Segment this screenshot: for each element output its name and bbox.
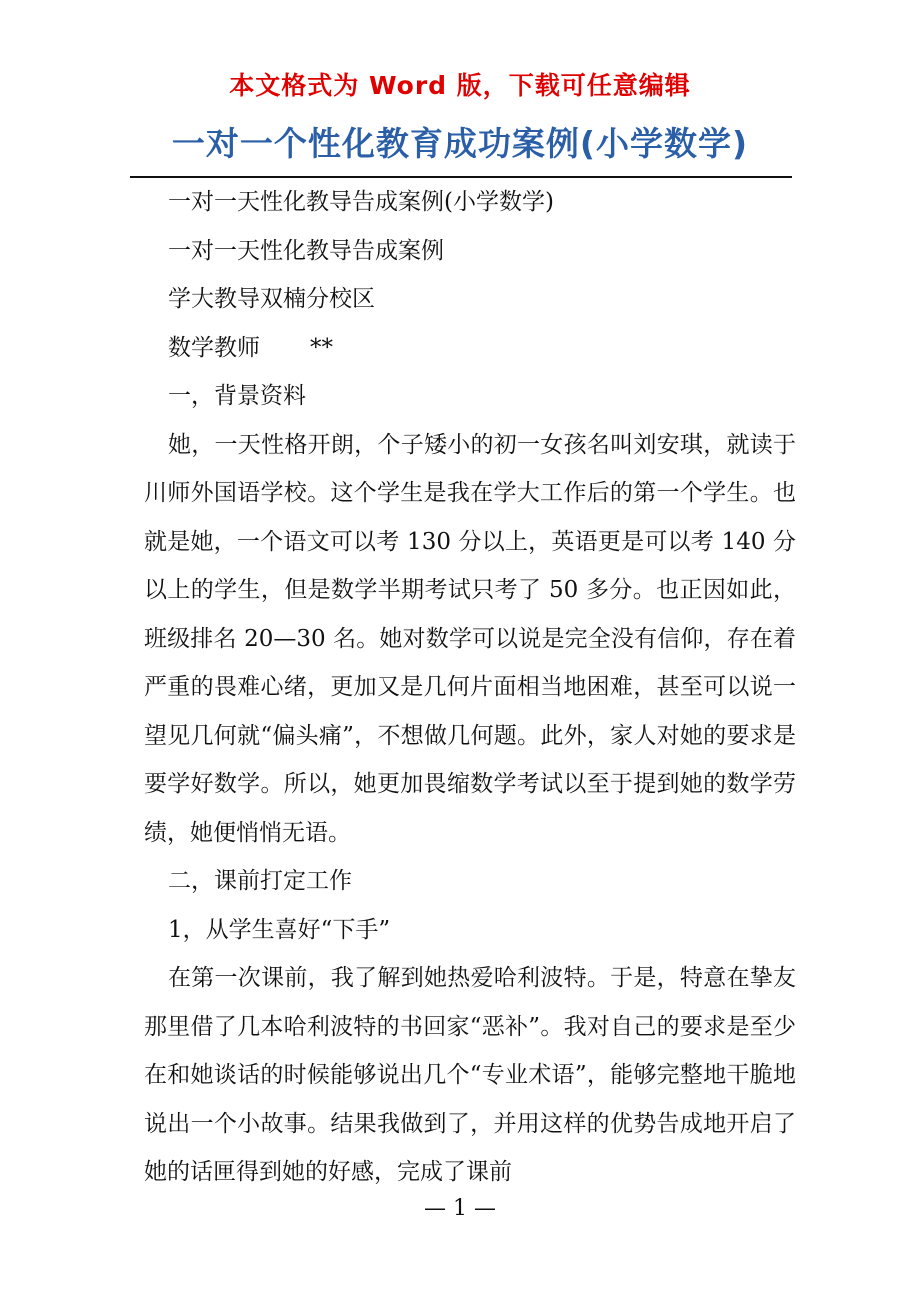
paragraph-preparation: 在第一次课前，我了解到她热爱哈利波特。于是，特意在挚友那里借了几本哈利波特的书回家“恶补”。我对自己的要求是至少在和她谈话的时候能够说出几个“专业术语”，能够完整地干脆地说出一个小故事。结果我做到了，并用这样的优势告成地开启了她的话匣得到她的好感，完成了课前 (144, 965, 796, 1185)
teacher-line (144, 324, 796, 373)
document-body (144, 178, 796, 1197)
section-heading-1: 一，背景资料 (168, 383, 306, 409)
format-notice: 本文格式为 Word 版，下载可任意编辑 (229, 71, 691, 100)
page-number: — 1 — (424, 1196, 496, 1221)
section-heading-2: 二，课前打定工作 (168, 868, 352, 894)
subtitle-line-2: 一对一天性化教导告成案例 (168, 237, 444, 264)
subtitle-line: 一对一天性化教导告成案例(小学数学) (168, 189, 554, 215)
subsection-heading-1: 1，从学生喜好“下手” (168, 916, 391, 943)
document-title: 一对一个性化教育成功案例(小学数学) (171, 124, 749, 163)
teacher-role: 数学教师 (168, 334, 260, 361)
school-line: 学大教导双楠分校区 (168, 286, 375, 312)
paragraph-background: 她，一天性格开朗，个子矮小的初一女孩名叫刘安琪，就读于川师外国语学校。这个学生是我在学大工作后的第一个学生。也就是她，一个语文可以考 130 分以上，英语更是可以考 140 分以上的学生，但是数学半期考试只考了 50 多分。也正因如此，班级排名 20—30 名。她对数学可以说是完全没有信仰，存在着严重的畏难心绪，更加又是几何片面相当地困难，甚至可以说一望见几何就“偏头痛”，不想做几何题。此外，家人对她的要求是要学好数学。所以，她更加畏缩数学考试以至于提到她的数学劳绩，她便悄悄无语。 (144, 431, 796, 846)
teacher-name: ** (310, 334, 333, 361)
